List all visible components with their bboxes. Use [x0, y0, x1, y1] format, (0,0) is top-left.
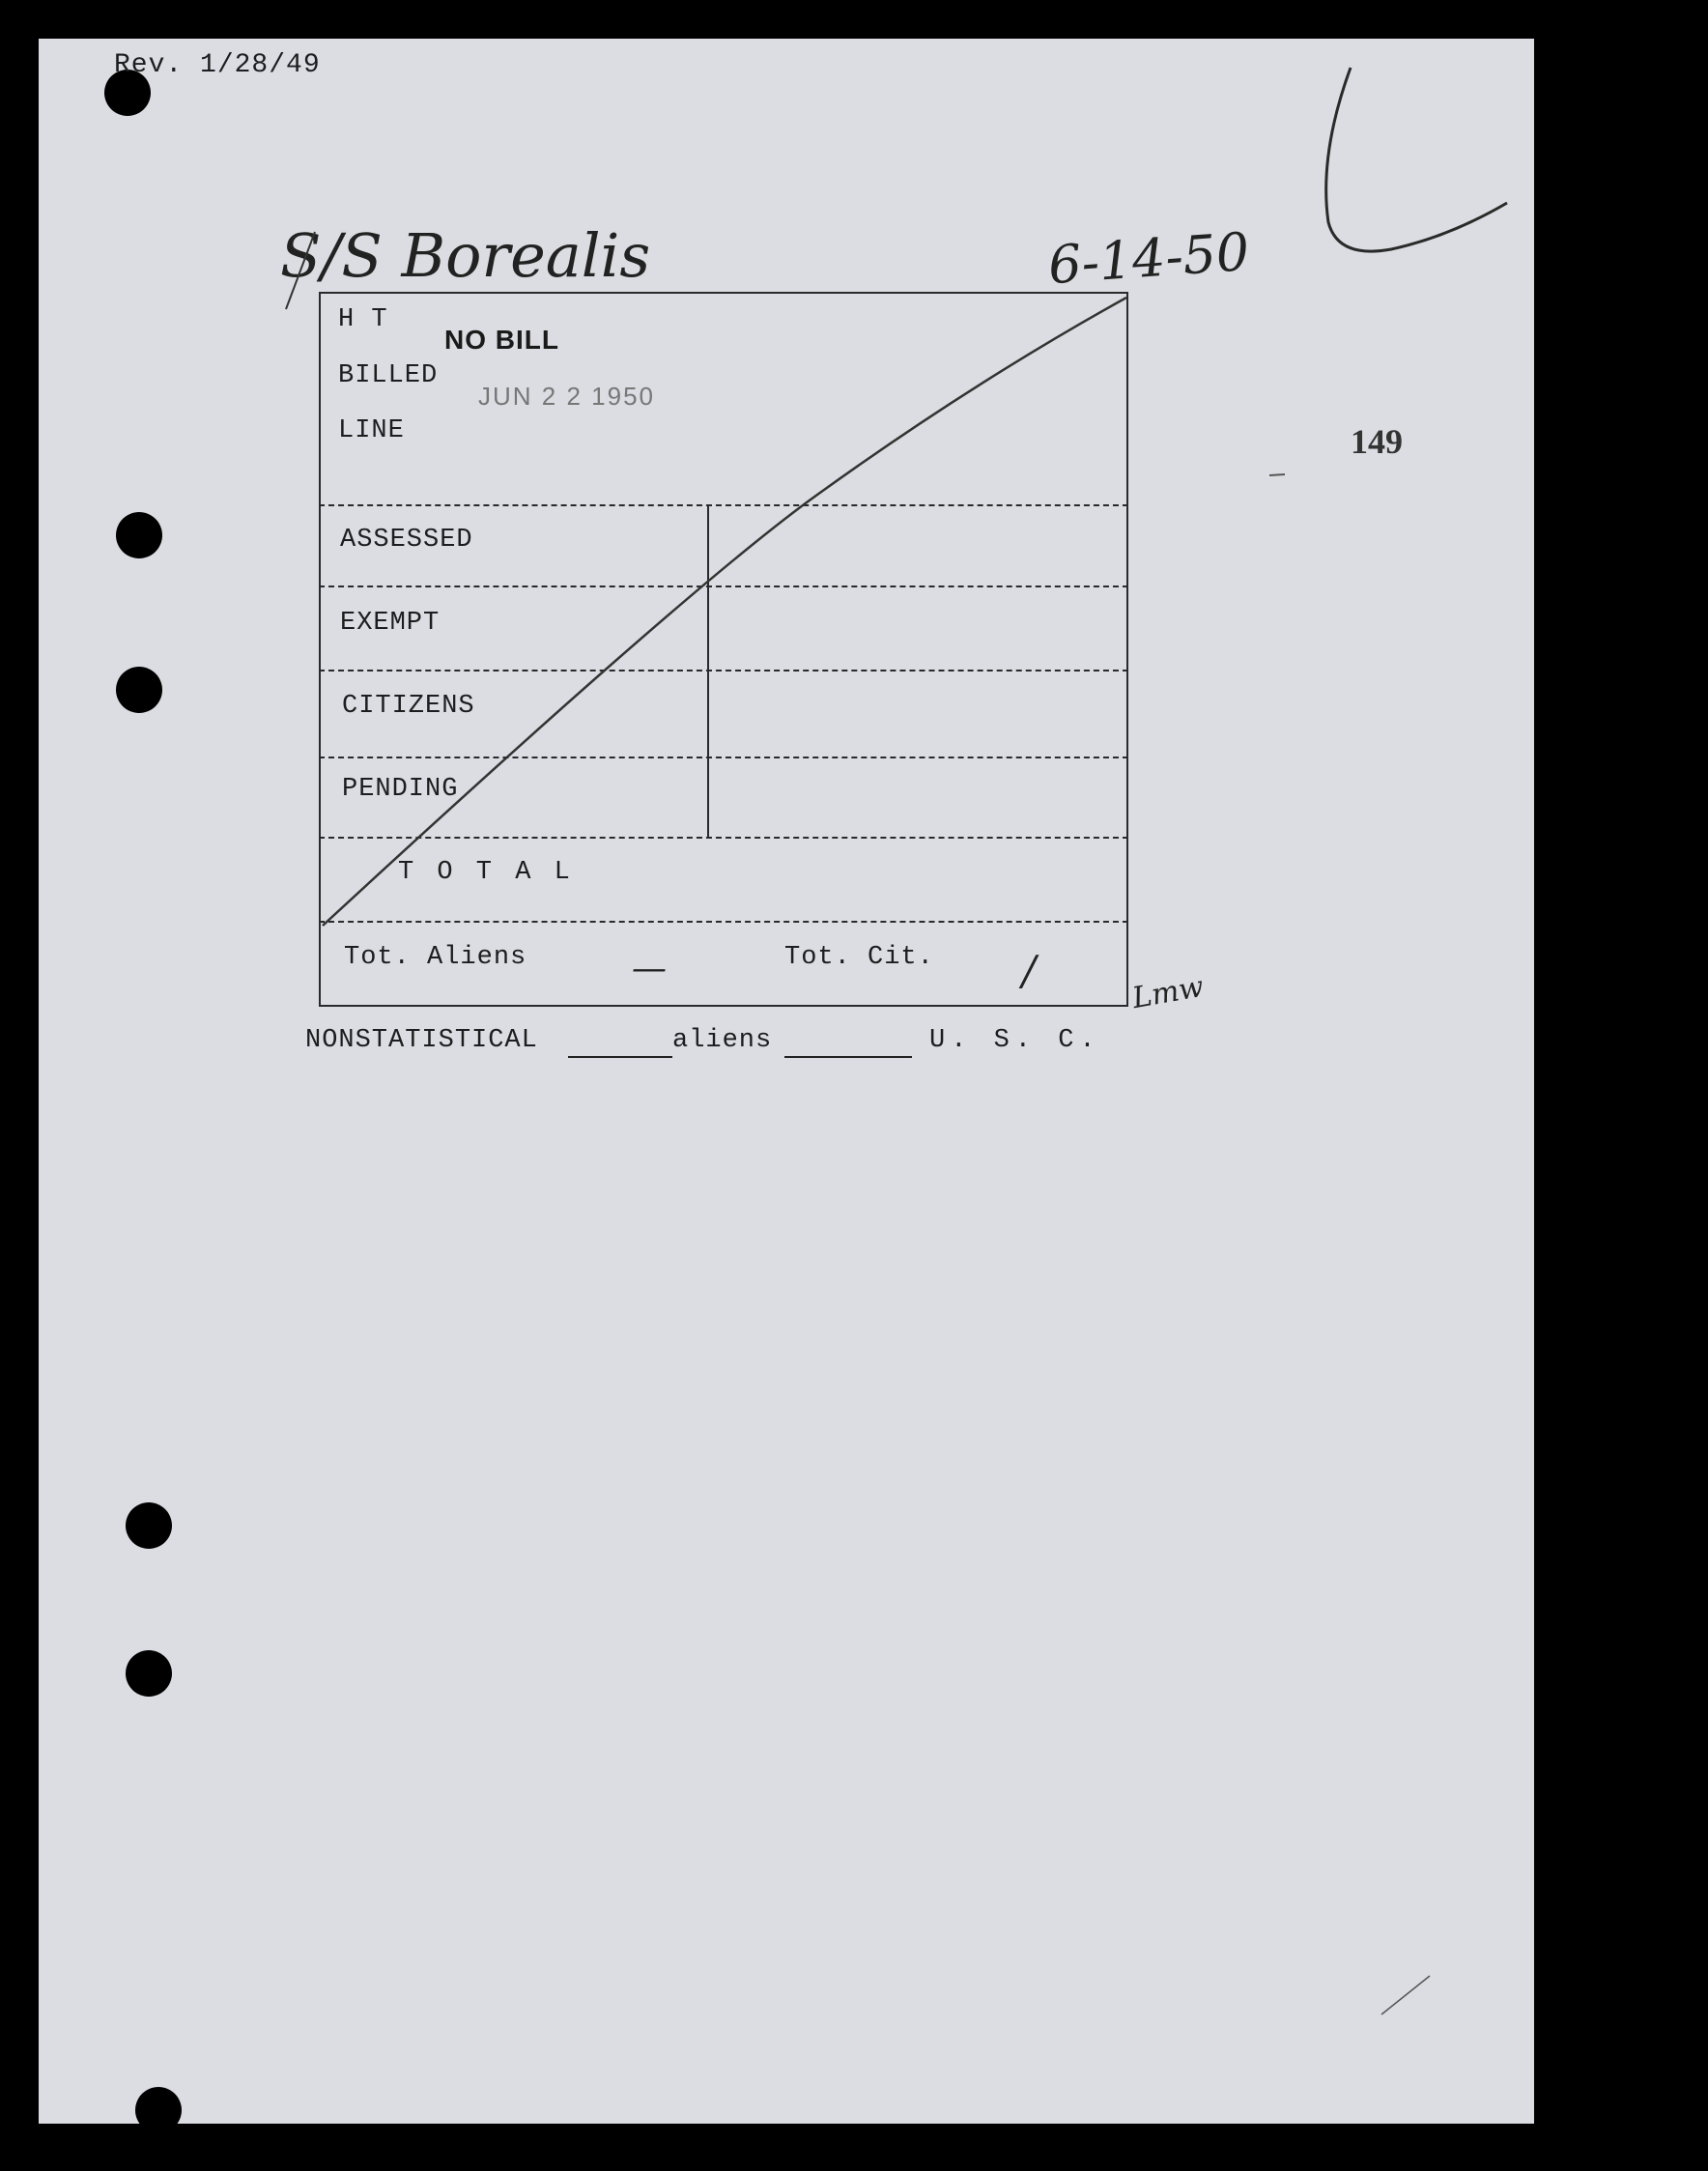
no-bill-stamp: NO BILL [444, 325, 559, 355]
ship-name: S/S Borealis [280, 220, 651, 291]
tot-cit-label: Tot. Cit. [784, 943, 934, 972]
revision-label: Rev. 1/28/49 [114, 50, 321, 80]
tot-aliens-value: — [632, 949, 667, 988]
tot-cit-value: / [1022, 947, 1037, 994]
stray-mark [1381, 1976, 1430, 2014]
stamp-date: JUN 2 2 1950 [478, 382, 655, 411]
row-exempt-label: EXEMPT [340, 609, 441, 638]
ship-name-slash [286, 232, 315, 309]
initials: Lmw [1129, 969, 1207, 1016]
label-billed: BILLED [338, 361, 439, 390]
row-assessed-label: ASSESSED [340, 526, 473, 555]
label-ht: H T [338, 305, 388, 334]
total-label: T O T A L [398, 858, 574, 887]
corner-check-mark [1326, 68, 1507, 251]
nonstatistical-label: NONSTATISTICAL [305, 1026, 538, 1055]
tot-aliens-label: Tot. Aliens [344, 943, 527, 972]
stray-mark [1269, 474, 1285, 475]
row-citizens-label: CITIZENS [342, 692, 475, 721]
ship-date: 6-14-50 [1046, 220, 1252, 297]
row-pending-label: PENDING [342, 775, 459, 804]
usc-label: U. S. C. [929, 1026, 1101, 1055]
page-number: 149 [1351, 422, 1403, 461]
label-line: LINE [338, 416, 405, 445]
diagonal-strike-line [323, 298, 1126, 926]
aliens-label: aliens [672, 1026, 773, 1055]
